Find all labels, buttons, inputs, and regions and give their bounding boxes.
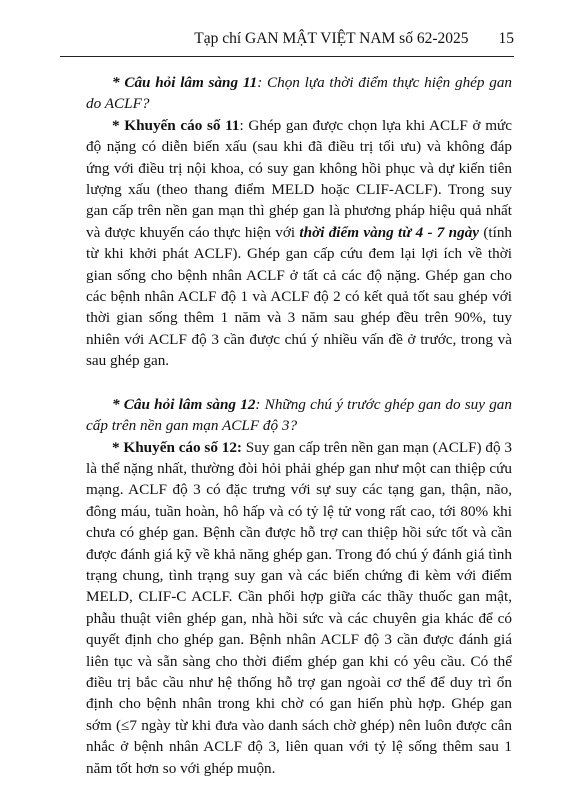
recommendation-12 bbox=[86, 437, 512, 780]
question-12-label: * Câu hỏi lâm sàng 12 bbox=[112, 395, 256, 413]
question-12-text: : Những chú ý trước ghép gan do suy gan cấp trên nền gan mạn ACLF độ 3? bbox=[86, 395, 512, 435]
recommendation-11-text-1: : Ghép gan được chọn lựa khi ACLF ở mức độ nặng có diễn biến xấu (sau khi đã điều trị tối ưu) và không đáp ứng với điều trị nội khoa, có suy gan không hồi phục và dự kiến tiên lượng xấu (theo thang điểm MELD hoặc CLIF-ACLF). Trong suy gan cấp trên nền gan mạn thì ghép gan là phương pháp hiệu quả nhất và được khuyến cáo thực hiện với bbox=[86, 116, 512, 241]
page-number: 15 bbox=[498, 30, 514, 47]
question-11-label: * Câu hỏi lâm sàng 11 bbox=[112, 74, 258, 91]
recommendation-12-label: * Khuyến cáo số 12: bbox=[112, 438, 242, 456]
running-header bbox=[60, 30, 514, 57]
clinical-question-11 bbox=[86, 72, 512, 115]
recommendation-11-label: * Khuyến cáo số 11 bbox=[112, 116, 240, 134]
recommendation-12-text: Suy gan cấp trên nền gan mạn (ACLF) độ 3 là thể nặng nhất, thường đòi hỏi phải ghép gan như một can thiệp cứu mạng. ACLF độ 3 có đặc trưng với sự suy các tạng gan, thận, não, đông máu, tuần hoàn, hô hấp và có tỷ lệ tử vong rất cao, tới 80% khi chưa có ghép gan. Bệnh cần được hỗ trợ can thiệp hồi sức tốt và cần được đánh giá kỹ về khả năng ghép gan. Trong đó chú ý đánh giá tình trạng chung, tình trạng suy gan và các biến chứng đi kèm với điểm MELD, CLIF-C ACLF. Cần phối hợp giữa các thầy thuốc gan mật, phẫu thuật viên ghép gan, nhà hồi sức và các chuyên gia khác để có quyết định cho ghép gan. Bệnh nhân ACLF độ 3 cần được đánh giá liên tục và sẵn sàng cho thời điểm ghép gan khi có yêu cầu. Có thể điều trị bắc cầu như hệ thống hỗ trợ gan ngoài cơ thể để duy trì ổn định cho bệnh nhân trong khi chờ có gan hiến phù hợp. Ghép gan sớm (≤7 ngày từ khi đưa vào danh sách chờ ghép) nên luôn được cân nhắc ở bệnh nhân ACLF độ 3, liên quan với tỷ lệ sống thêm sau 1 năm tốt hơn so với ghép muộn. bbox=[86, 438, 512, 777]
journal-title: Tạp chí GAN MẬT VIỆT NAM số 62-2025 bbox=[194, 30, 469, 47]
golden-time-highlight: thời điểm vàng từ 4 - 7 ngày bbox=[299, 223, 480, 241]
article-body bbox=[86, 72, 512, 779]
question-11-text: : Chọn lựa thời điểm thực hiện ghép gan do ACLF? bbox=[86, 74, 513, 113]
clinical-question-12 bbox=[86, 394, 512, 437]
recommendation-11 bbox=[86, 115, 512, 372]
recommendation-11-text-2: (tính từ khi khởi phát ACLF). Ghép gan cấp cứu đem lại lợi ích về thời gian sống cho bệnh nhân ACLF ở tất cả các độ nặng. Ghép gan cho các bệnh nhân ACLF độ 1 và ACLF độ 2 có kết quả tốt sau ghép với thời gian sống thêm 1 năm và 3 năm sau ghép đều trên 90%, tuy nhiên với ACLF độ 3 cần được chú ý nhiều vấn đề ở trước, trong và sau ghép gan. bbox=[86, 223, 513, 370]
